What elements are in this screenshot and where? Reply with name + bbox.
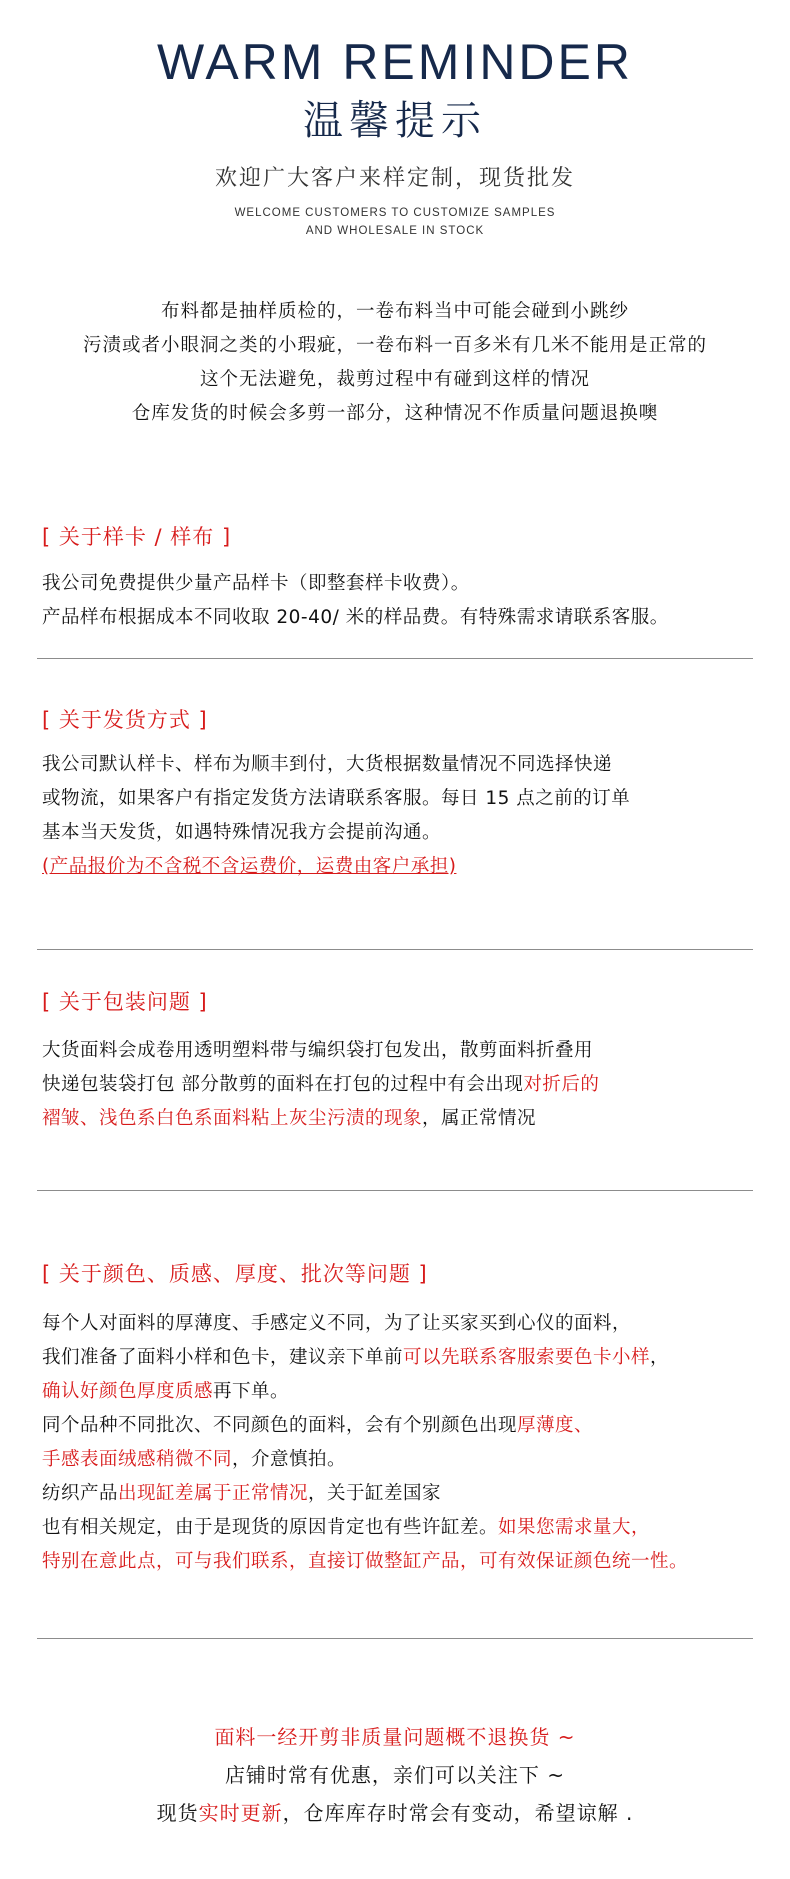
section-line xyxy=(42,1477,688,1511)
section-divider xyxy=(37,1638,753,1639)
subtitle-english xyxy=(0,204,790,240)
title-chinese: 温馨提示 xyxy=(303,98,487,144)
section-line: 或物流，如果客户有指定发货方法请联系客服。每日 15 点之前的订单 xyxy=(42,788,631,809)
section-line xyxy=(42,1375,688,1409)
footer-notice xyxy=(0,1718,790,1832)
footer-line xyxy=(0,1794,790,1832)
text-span: 也有相关规定，由于是现货的原因肯定也有些许缸差。 xyxy=(42,1517,499,1538)
text-span: 再下单。 xyxy=(213,1381,290,1402)
section-line xyxy=(42,1068,599,1102)
section-line: 特别在意此点，可与我们联系，直接订做整缸产品，可有效保证颜色统一性。 xyxy=(42,1551,689,1572)
section-line: 我公司免费提供少量产品样卡（即整套样卡收费）。 xyxy=(42,573,470,594)
subtitle-english-line-2: AND WHOLESALE IN STOCK xyxy=(305,225,485,237)
section-line: 每个人对面料的厚薄度、手感定义不同，为了让买家买到心仪的面料， xyxy=(42,1313,632,1334)
section-line xyxy=(42,1409,688,1443)
section-title-samples: [ 关于样卡 / 样布 ] xyxy=(42,525,232,549)
text-span: ，介意慎拍。 xyxy=(232,1449,347,1470)
text-span: ，关于缸差国家 xyxy=(308,1483,442,1504)
intro-line: 这个无法避免，裁剪过程中有碰到这样的情况 xyxy=(199,369,590,390)
subtitle-english-line-1: WELCOME CUSTOMERS TO CUSTOMIZE SAMPLES xyxy=(234,207,556,219)
section-line: 大货面料会成卷用透明塑料带与编织袋打包发出，散剪面料折叠用 xyxy=(42,1040,594,1061)
section-line xyxy=(42,1341,688,1375)
section-line: 基本当天发货，如遇特殊情况我方会提前沟通。 xyxy=(42,822,442,843)
section-line xyxy=(42,1511,688,1545)
highlight-span: 手感表面绒感稍微不同 xyxy=(42,1449,233,1470)
intro-line: 仓库发货的时候会多剪一部分，这种情况不作质量问题退换噢 xyxy=(131,403,659,424)
title-english: WARM REMINDER xyxy=(156,34,633,90)
section-line: 我公司默认样卡、样布为顺丰到付，大货根据数量情况不同选择快递 xyxy=(42,754,613,775)
highlight-span: 可以先联系客服索要色卡小样 xyxy=(403,1347,651,1368)
text-span: ，属正常情况 xyxy=(422,1108,537,1129)
section-divider xyxy=(37,658,753,659)
section-divider xyxy=(37,949,753,950)
section-title-packaging: [ 关于包装问题 ] xyxy=(42,990,208,1014)
section-divider xyxy=(37,1190,753,1191)
footer-line: 店铺时常有优惠，亲们可以关注下 ~ xyxy=(224,1763,566,1787)
section-body-packaging xyxy=(42,1034,599,1136)
section-body-color-quality xyxy=(42,1307,688,1579)
text-span: 现货 xyxy=(156,1801,199,1825)
text-span: 同个品种不同批次、不同颜色的面料，会有个别颜色出现 xyxy=(42,1415,518,1436)
intro-line: 布料都是抽样质检的，一卷布料当中可能会碰到小跳纱 xyxy=(160,301,629,322)
text-span: 纺织产品 xyxy=(42,1483,119,1504)
text-span: 我们准备了面料小样和色卡，建议亲下单前 xyxy=(42,1347,404,1368)
highlight-span: 确认好颜色厚度质感 xyxy=(42,1381,214,1402)
footer-line: 面料一经开剪非质量问题概不退换货 ~ xyxy=(214,1725,576,1749)
section-body-shipping xyxy=(42,748,630,884)
highlight-span: 对折后的 xyxy=(523,1074,600,1095)
highlight-span: 实时更新 xyxy=(198,1801,283,1825)
section-line xyxy=(42,1443,688,1477)
subtitle-chinese: 欢迎广大客户来样定制，现货批发 xyxy=(214,166,575,191)
text-span: ， xyxy=(650,1347,670,1368)
highlight-span: 如果您需求量大， xyxy=(498,1517,651,1538)
highlight-span: 出现缸差属于正常情况 xyxy=(118,1483,309,1504)
price-note: (产品报价为不含税不含运费价，运费由客户承担) xyxy=(42,856,457,877)
highlight-span: 褶皱、浅色系白色系面料粘上灰尘污渍的现象 xyxy=(42,1108,423,1129)
highlight-span: 厚薄度、 xyxy=(517,1415,594,1436)
section-line xyxy=(42,1102,599,1136)
intro-paragraph xyxy=(0,295,790,431)
section-line: 产品样布根据成本不同收取 20-40/ 米的样品费。有特殊需求请联系客服。 xyxy=(42,607,669,628)
intro-line: 污渍或者小眼洞之类的小瑕疵，一卷布料一百多米有几米不能用是正常的 xyxy=(82,335,707,356)
text-span: 快递包装袋打包 部分散剪的面料在打包的过程中有会出现 xyxy=(42,1074,524,1095)
section-title-color-quality: [ 关于颜色、质感、厚度、批次等问题 ] xyxy=(42,1262,428,1286)
section-title-shipping: [ 关于发货方式 ] xyxy=(42,708,208,732)
text-span: ，仓库库存时常会有变动，希望谅解 . xyxy=(282,1801,634,1825)
section-body-samples xyxy=(42,567,669,635)
